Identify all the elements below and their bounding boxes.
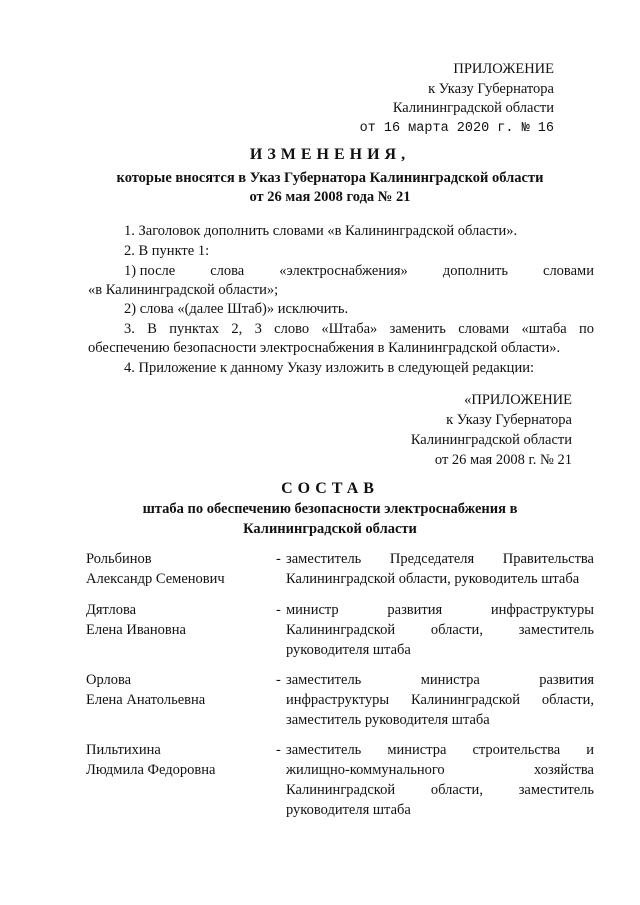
position-line: министр развития инфраструктуры — [286, 602, 594, 618]
item-1: 1. Заголовок дополнить словами «в Калининградской области». — [124, 223, 518, 239]
position-line: Калининградской области, заместитель — [286, 782, 594, 798]
member-given-names: Александр Семенович — [86, 571, 225, 587]
member-surname: Рольбинов — [86, 551, 152, 567]
item-3-word: 1) после — [124, 263, 176, 279]
position-line: руководителя штаба — [286, 802, 411, 818]
position-line: заместитель министра строительства и — [286, 742, 594, 758]
member-surname: Дятлова — [86, 602, 137, 618]
item-5-line-2: обеспечению безопасности электроснабжения в Калининградской области». — [88, 340, 561, 356]
position-line: руководителя штаба — [286, 642, 411, 658]
inner-appendix-line-1: к Указу Губернатора — [446, 412, 572, 428]
composition-subtitle-2: Калининградской области — [243, 521, 417, 537]
position-line: заместитель руководителя штаба — [286, 712, 490, 728]
item-3-word: слова — [210, 263, 245, 279]
position-line: инфраструктуры Калининградской области, — [286, 692, 594, 708]
inner-appendix-title: «ПРИЛОЖЕНИЕ — [464, 392, 572, 408]
member-given-names: Елена Ивановна — [86, 622, 186, 638]
position-line: жилищно-коммунального хозяйства — [286, 762, 594, 778]
appendix-title: ПРИЛОЖЕНИЕ — [453, 61, 554, 77]
appendix-line-2: Калининградской области — [392, 100, 554, 116]
member-given-names: Елена Анатольевна — [86, 692, 206, 708]
item-3-word: словами — [543, 263, 594, 279]
appendix-date: от 16 марта 2020 г. № 16 — [359, 120, 554, 136]
position-line: Калининградской области, заместитель — [286, 622, 594, 638]
member-dash: - — [276, 742, 281, 758]
position-line: заместитель Председателя Правительства — [286, 551, 594, 567]
position-line: заместитель министра развития — [286, 672, 594, 688]
position-line: Калининградской области, руководитель штаба — [286, 571, 580, 587]
changes-heading: ИЗМЕНЕНИЯ, — [249, 146, 411, 163]
member-name — [86, 549, 266, 589]
member-surname: Пильтихина — [86, 742, 161, 758]
item-3-line-1 — [124, 262, 594, 282]
member-name — [86, 670, 266, 710]
member-given-names: Людмила Федоровна — [86, 762, 216, 778]
member-name — [86, 740, 266, 780]
member-position — [286, 740, 594, 820]
item-3-line-2: «в Калининградской области»; — [88, 282, 279, 298]
member-position — [286, 549, 594, 589]
inner-appendix-date: от 26 мая 2008 г. № 21 — [434, 452, 572, 468]
item-3-word: «электроснабжения» — [279, 263, 408, 279]
inner-appendix — [310, 390, 572, 470]
changes-subtitle-2: от 26 мая 2008 года № 21 — [249, 189, 411, 205]
member-name — [86, 600, 266, 640]
item-2: 2. В пункте 1: — [124, 243, 210, 259]
member-dash: - — [276, 551, 281, 567]
member-dash: - — [276, 602, 281, 618]
member-position — [286, 670, 594, 730]
item-5-line-1: 3. В пунктах 2, 3 слово «Штаба» заменить словами «штаба по — [124, 321, 594, 337]
member-surname: Орлова — [86, 672, 132, 688]
inner-appendix-line-2: Калининградской области — [410, 432, 572, 448]
member-position — [286, 600, 594, 660]
changes-subtitle-1: которые вносятся в Указ Губернатора Калининградской области — [116, 170, 544, 186]
composition-subtitle-1: штаба по обеспечению безопасности электроснабжения в — [142, 501, 518, 517]
member-dash: - — [276, 672, 281, 688]
item-6: 4. Приложение к данному Указу изложить в следующей редакции: — [124, 360, 534, 376]
composition-heading: СОСТАВ — [281, 480, 379, 497]
item-3-word: дополнить — [442, 263, 508, 279]
item-4: 2) слова «(далее Штаб)» исключить. — [124, 301, 349, 317]
appendix-line-1: к Указу Губернатора — [428, 80, 554, 97]
appendix-header — [330, 60, 554, 138]
